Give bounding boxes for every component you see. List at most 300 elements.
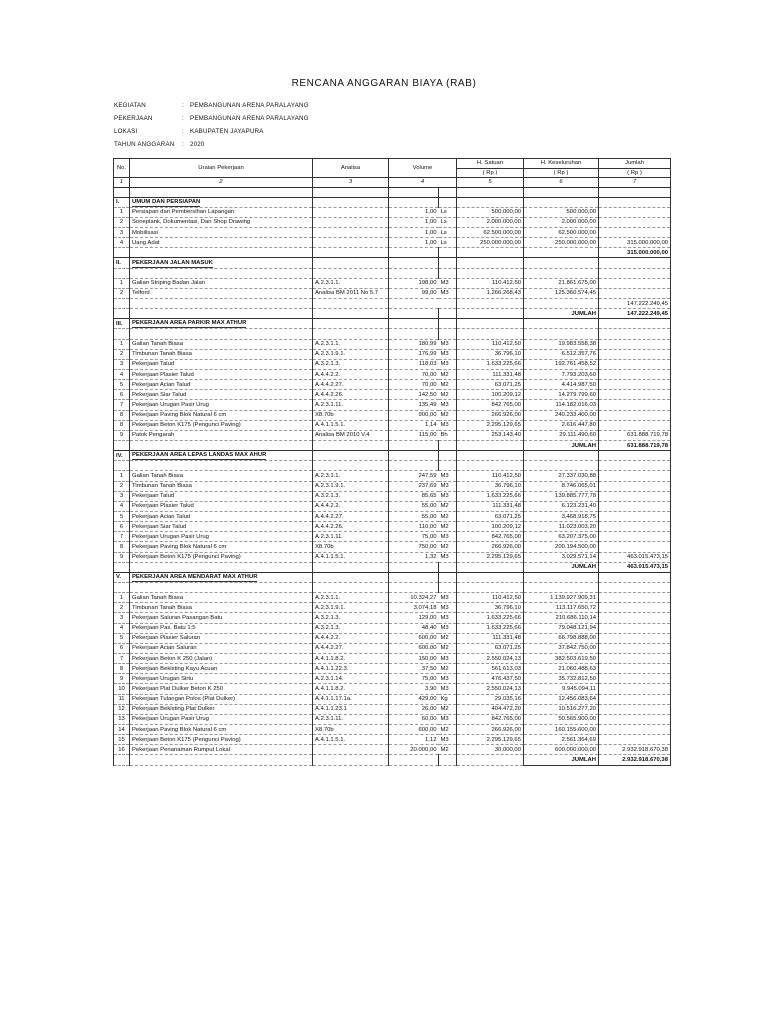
item-volume: 75,00 — [389, 674, 439, 684]
item-description: Pekerjaan Bekisting Plat Dulker — [130, 704, 313, 714]
item-jumlah — [599, 420, 671, 430]
empty-cell — [313, 329, 389, 339]
item-description: Timbunan Tanah Biasa — [130, 349, 313, 359]
empty-cell — [313, 441, 389, 451]
table-row — [114, 390, 671, 400]
table-row — [114, 704, 671, 714]
item-harga-keseluruhan: 37.842.750,00 — [524, 643, 599, 653]
item-unit: M3 — [439, 349, 457, 359]
item-number: 13 — [114, 714, 130, 724]
item-analisa: A.2.3.1.1. — [313, 278, 389, 288]
table-row — [114, 359, 671, 369]
subtotal-value: 631.888.719,78 — [599, 441, 671, 451]
item-volume: 237,69 — [389, 481, 439, 491]
item-analisa: A.4.1.1.8.2. — [313, 684, 389, 694]
item-jumlah: 631.888.719,78 — [599, 430, 671, 440]
empty-cell — [599, 268, 671, 278]
item-volume: 135,49 — [389, 400, 439, 410]
item-description: Pekerjaan Talud — [130, 491, 313, 501]
item-volume: 198,00 — [389, 278, 439, 288]
item-jumlah — [599, 339, 671, 349]
item-jumlah — [599, 400, 671, 410]
item-volume: 176,99 — [389, 349, 439, 359]
item-jumlah — [599, 603, 671, 613]
item-harga-satuan: 2.550.024,13 — [457, 684, 524, 694]
item-description: Pekerjaan Acian Talud — [130, 512, 313, 522]
empty-cell — [313, 755, 389, 765]
empty-cell — [130, 461, 313, 471]
item-number: 5 — [114, 380, 130, 390]
item-volume: 75,00 — [389, 532, 439, 542]
item-volume: 99,00 — [389, 288, 439, 298]
rab-table-body — [114, 187, 671, 765]
section-title — [130, 258, 313, 268]
item-harga-keseluruhan: 19.983.558,38 — [524, 339, 599, 349]
item-volume: 1,00 — [389, 217, 439, 227]
section-number: I. — [114, 197, 130, 207]
col-number: 4 — [389, 178, 457, 188]
section-title-text: UMUM DAN PERSIAPAN — [132, 198, 201, 205]
item-number: 8 — [114, 410, 130, 420]
item-harga-satuan: 2.295.129,65 — [457, 420, 524, 430]
item-jumlah — [599, 633, 671, 643]
document-title: RENCANA ANGGARAN BIAYA (RAB) — [291, 78, 477, 89]
item-analisa — [313, 238, 389, 248]
empty-cell — [599, 197, 671, 207]
item-description: Pekerjaan Saluran Pasangan Batu — [130, 613, 313, 623]
item-jumlah — [599, 623, 671, 633]
item-unit: M3 — [439, 491, 457, 501]
item-volume — [389, 299, 439, 309]
item-description: Timbunan Tanah Biasa — [130, 603, 313, 613]
section-header-row — [114, 319, 671, 329]
empty-cell — [457, 248, 524, 258]
item-unit: M2 — [439, 643, 457, 653]
section-title — [130, 451, 313, 461]
item-analisa: Analisa BM 2010 V.4 — [313, 430, 389, 440]
item-harga-satuan: 100.209,12 — [457, 522, 524, 532]
item-harga-satuan: 2.295.129,65 — [457, 552, 524, 562]
empty-cell — [457, 441, 524, 451]
item-analisa: A.4.4.2.26. — [313, 390, 389, 400]
item-description: Galian Tanah Biasa — [130, 593, 313, 603]
item-number: 8 — [114, 420, 130, 430]
item-analisa: A.4.1.1.8.2. — [313, 653, 389, 663]
empty-cell — [313, 582, 389, 592]
item-harga-satuan: 404.472,20 — [457, 704, 524, 714]
item-harga-satuan: 250.000.000,00 — [457, 238, 524, 248]
item-harga-keseluruhan: 27.337.030,88 — [524, 471, 599, 481]
table-row — [114, 349, 671, 359]
item-number: 3 — [114, 228, 130, 238]
item-volume: 37,50 — [389, 664, 439, 674]
empty-cell — [457, 258, 524, 268]
item-number: 4 — [114, 623, 130, 633]
item-harga-keseluruhan: 50.565.900,00 — [524, 714, 599, 724]
item-volume: 60,00 — [389, 714, 439, 724]
empty-cell — [313, 268, 389, 278]
item-harga-keseluruhan: 29.111.490,60 — [524, 430, 599, 440]
item-number: 3 — [114, 613, 130, 623]
item-harga-satuan: 253.143,40 — [457, 430, 524, 440]
empty-cell — [313, 187, 389, 197]
table-row — [114, 238, 671, 248]
item-unit: M3 — [439, 603, 457, 613]
empty-cell — [457, 268, 524, 278]
item-number: 4 — [114, 238, 130, 248]
item-harga-keseluruhan: 2.561.364,69 — [524, 735, 599, 745]
empty-cell — [457, 461, 524, 471]
item-harga-keseluruhan: 7.793.203,60 — [524, 370, 599, 380]
item-unit: M2 — [439, 724, 457, 734]
item-harga-keseluruhan: 63.207.375,00 — [524, 532, 599, 542]
empty-cell — [457, 582, 524, 592]
empty-cell — [599, 258, 671, 268]
empty-cell — [389, 248, 439, 258]
item-jumlah — [599, 217, 671, 227]
item-description: Pekerjaan Plat Dulker Beton K 250 — [130, 684, 313, 694]
section-number: IV. — [114, 451, 130, 461]
item-harga-keseluruhan: 11.023.003,20 — [524, 522, 599, 532]
item-jumlah — [599, 684, 671, 694]
table-row — [114, 714, 671, 724]
item-jumlah — [599, 359, 671, 369]
empty-cell — [524, 319, 599, 329]
empty-cell — [313, 258, 389, 268]
item-analisa: A.2.3.1.9.1. — [313, 603, 389, 613]
empty-cell — [457, 187, 524, 197]
item-description: Pekerjaan Talud — [130, 359, 313, 369]
item-number: 5 — [114, 512, 130, 522]
header-harga-satuan: H. Satuan — [457, 159, 524, 169]
item-jumlah: 147.222.249,45 — [599, 299, 671, 309]
item-volume: 150,00 — [389, 653, 439, 663]
empty-cell — [389, 329, 439, 339]
table-row — [114, 501, 671, 511]
section-number: II. — [114, 258, 130, 268]
item-analisa: A.4.1.1.22.3. — [313, 664, 389, 674]
item-harga-satuan — [457, 299, 524, 309]
item-volume: 70,00 — [389, 370, 439, 380]
item-description: Pekerjaan Paving Blok Natural 6 cm — [130, 410, 313, 420]
item-number: 14 — [114, 724, 130, 734]
item-harga-satuan: 266.926,00 — [457, 542, 524, 552]
item-number: 6 — [114, 643, 130, 653]
item-jumlah — [599, 390, 671, 400]
item-jumlah — [599, 410, 671, 420]
item-unit: M3 — [439, 714, 457, 724]
section-header-row — [114, 572, 671, 582]
item-unit: M3 — [439, 420, 457, 430]
item-harga-keseluruhan: 210.686.110,14 — [524, 613, 599, 623]
item-jumlah — [599, 228, 671, 238]
item-unit: Ls — [439, 217, 457, 227]
meta-lokasi: LOKASI : KABUPATEN JAYAPURA — [114, 128, 264, 135]
item-jumlah — [599, 653, 671, 663]
item-volume: 600,00 — [389, 643, 439, 653]
item-volume: 20.000,00 — [389, 745, 439, 755]
empty-cell — [457, 451, 524, 461]
item-harga-keseluruhan: 2.000.000,00 — [524, 217, 599, 227]
item-analisa: A.2.3.1.14. — [313, 674, 389, 684]
item-harga-keseluruhan: 21.060.488,63 — [524, 664, 599, 674]
item-volume: 247,59 — [389, 471, 439, 481]
item-volume: 1,32 — [389, 552, 439, 562]
item-description: Pekerjaan Plasier Talud — [130, 501, 313, 511]
empty-cell — [130, 268, 313, 278]
item-description: Pekerjaan Beton K175 (Pengunci Paving) — [130, 420, 313, 430]
item-harga-satuan: 111.331,48 — [457, 633, 524, 643]
item-analisa: A.4.1.1.5.1. — [313, 552, 389, 562]
table-row — [114, 623, 671, 633]
item-analisa: A.4.4.2.2. — [313, 633, 389, 643]
empty-cell — [114, 309, 130, 319]
item-unit: Ls — [439, 228, 457, 238]
item-description: Persiapan dan Pembersihan Lapangan — [130, 207, 313, 217]
item-volume: 600,00 — [389, 633, 439, 643]
item-harga-satuan: 1.633.225,66 — [457, 613, 524, 623]
item-volume: 70,00 — [389, 380, 439, 390]
item-harga-keseluruhan: 1.139.927.909,31 — [524, 593, 599, 603]
item-analisa — [313, 228, 389, 238]
item-number — [114, 299, 130, 309]
table-row — [114, 684, 671, 694]
item-number: 6 — [114, 390, 130, 400]
item-unit: M2 — [439, 370, 457, 380]
item-volume: 110,00 — [389, 522, 439, 532]
item-jumlah — [599, 288, 671, 298]
item-description: Pekerjaan Beton K175 (Pengunci Paving) — [130, 735, 313, 745]
item-harga-satuan: 842.765,00 — [457, 400, 524, 410]
table-row — [114, 694, 671, 704]
empty-cell — [130, 329, 313, 339]
item-unit: M2 — [439, 664, 457, 674]
item-unit: M3 — [439, 339, 457, 349]
empty-cell — [313, 562, 389, 572]
item-harga-satuan: 29.035,16 — [457, 694, 524, 704]
item-harga-keseluruhan: 382.503.619,50 — [524, 653, 599, 663]
item-description: Pekerjaan Urugan Pasir Urug — [130, 400, 313, 410]
item-harga-keseluruhan: 62.500.000,00 — [524, 228, 599, 238]
table-row — [114, 207, 671, 217]
item-harga-keseluruhan: 240.233.400,00 — [524, 410, 599, 420]
empty-cell — [439, 441, 457, 451]
table-row — [114, 491, 671, 501]
item-description: Galian Striping Badan Jalan — [130, 278, 313, 288]
subtotal-value: 463.015.473,15 — [599, 562, 671, 572]
empty-cell — [599, 451, 671, 461]
item-jumlah — [599, 471, 671, 481]
item-harga-satuan: 110.412,50 — [457, 339, 524, 349]
table-row — [114, 593, 671, 603]
empty-cell — [114, 562, 130, 572]
item-jumlah — [599, 522, 671, 532]
item-harga-satuan: 63.071,25 — [457, 643, 524, 653]
item-number: 9 — [114, 674, 130, 684]
empty-cell — [114, 755, 130, 765]
empty-cell — [524, 582, 599, 592]
item-volume: 1,14 — [389, 420, 439, 430]
item-analisa: A.2.3.1.9.1. — [313, 481, 389, 491]
item-number: 2 — [114, 217, 130, 227]
item-number: 7 — [114, 400, 130, 410]
item-jumlah — [599, 491, 671, 501]
item-harga-satuan: 561.613,03 — [457, 664, 524, 674]
section-title — [130, 319, 313, 329]
empty-cell — [389, 268, 439, 278]
table-row — [114, 430, 671, 440]
item-description: Pekerjaan Paving Blok Natural 6 cm — [130, 724, 313, 734]
item-harga-satuan: 36.796,10 — [457, 603, 524, 613]
item-analisa: A.2.3.1.1. — [313, 339, 389, 349]
empty-cell — [114, 248, 130, 258]
item-description: Pekerjaan Penanaman Rumput Lokal — [130, 745, 313, 755]
table-row — [114, 339, 671, 349]
item-harga-satuan: 63.071,25 — [457, 380, 524, 390]
item-number: 2 — [114, 481, 130, 491]
item-analisa: A.3.2.1.3. — [313, 613, 389, 623]
item-analisa: A.2.3.1.11. — [313, 714, 389, 724]
item-number: 7 — [114, 532, 130, 542]
item-description: Soneplank, Dokumentasi, Dan Shop Drawing — [130, 217, 313, 227]
empty-cell — [439, 309, 457, 319]
item-jumlah — [599, 349, 671, 359]
empty-cell — [439, 461, 457, 471]
item-jumlah — [599, 370, 671, 380]
item-harga-satuan: 842.765,00 — [457, 714, 524, 724]
item-description: Pekerjaan Acian Talud — [130, 380, 313, 390]
item-number: 2 — [114, 288, 130, 298]
empty-cell — [439, 258, 457, 268]
item-harga-satuan: 62.500.000,00 — [457, 228, 524, 238]
item-number: 1 — [114, 207, 130, 217]
table-row — [114, 542, 671, 552]
item-analisa: X8.70b — [313, 724, 389, 734]
item-volume: 26,00 — [389, 704, 439, 714]
item-jumlah: 315.000.000,00 — [599, 238, 671, 248]
item-jumlah — [599, 664, 671, 674]
empty-cell — [130, 582, 313, 592]
item-harga-keseluruhan: 79.048.121,94 — [524, 623, 599, 633]
item-description: Patok Pengarah — [130, 430, 313, 440]
item-description: Pekerjaan Siar Talud — [130, 522, 313, 532]
empty-cell — [439, 187, 457, 197]
item-description: Pekerjaan Urugan Sirtu — [130, 674, 313, 684]
item-analisa: A.4.1.1.23.1 — [313, 704, 389, 714]
subtotal-label: JUMLAH — [524, 309, 599, 319]
item-harga-satuan: 111.331,48 — [457, 370, 524, 380]
item-description: Uang Adat — [130, 238, 313, 248]
empty-cell — [439, 329, 457, 339]
item-unit: M3 — [439, 359, 457, 369]
item-jumlah: 2.932.918.670,38 — [599, 745, 671, 755]
item-description: Pekerjaan Plasier Talud — [130, 370, 313, 380]
item-number: 8 — [114, 664, 130, 674]
item-unit: M3 — [439, 674, 457, 684]
item-analisa: A.2.3.1.1. — [313, 593, 389, 603]
item-harga-keseluruhan: 3.029.571,14 — [524, 552, 599, 562]
item-number: 1 — [114, 278, 130, 288]
item-analisa: A.4.4.2.27. — [313, 380, 389, 390]
item-volume: 10.324,27 — [389, 593, 439, 603]
section-number: V. — [114, 572, 130, 582]
item-unit: M2 — [439, 704, 457, 714]
item-harga-keseluruhan: 113.117.650,72 — [524, 603, 599, 613]
item-jumlah — [599, 532, 671, 542]
subtotal-value: 315.000.000,00 — [599, 248, 671, 258]
item-analisa: A.4.4.2.2. — [313, 370, 389, 380]
item-description: Pekerjaan Beton K 250 (Jalan) — [130, 653, 313, 663]
section-title-text: PEKERJAAN AREA PARKIR MAX ATHUR — [132, 320, 247, 327]
item-jumlah — [599, 714, 671, 724]
item-analisa: A.2.3.1.11. — [313, 532, 389, 542]
item-jumlah — [599, 278, 671, 288]
empty-cell — [114, 461, 130, 471]
item-description: Pekerjaan Paving Blok Natural 6 cm — [130, 542, 313, 552]
item-harga-satuan: 111.331,48 — [457, 501, 524, 511]
item-unit: M2 — [439, 633, 457, 643]
item-unit: M3 — [439, 278, 457, 288]
item-harga-satuan: 1.633.225,66 — [457, 623, 524, 633]
table-row — [114, 299, 671, 309]
table-row — [114, 724, 671, 734]
table-row — [114, 228, 671, 238]
table-row — [114, 481, 671, 491]
item-number: 5 — [114, 633, 130, 643]
header-analisa: Analisa — [313, 159, 389, 178]
item-harga-satuan: 2.000.000,00 — [457, 217, 524, 227]
empty-cell — [457, 309, 524, 319]
item-analisa: A.2.3.1.9.1. — [313, 349, 389, 359]
empty-cell — [524, 572, 599, 582]
empty-cell — [457, 329, 524, 339]
item-harga-satuan: 1.633.225,66 — [457, 491, 524, 501]
item-unit: M3 — [439, 288, 457, 298]
item-volume: 429,00 — [389, 694, 439, 704]
item-description: Telford — [130, 288, 313, 298]
item-number: 15 — [114, 735, 130, 745]
empty-cell — [114, 441, 130, 451]
item-analisa: A.4.4.2.26. — [313, 522, 389, 532]
empty-cell — [524, 258, 599, 268]
item-unit: Bh — [439, 430, 457, 440]
empty-cell — [439, 197, 457, 207]
item-harga-keseluruhan: 35.732.812,50 — [524, 674, 599, 684]
section-title-text: PEKERJAAN JALAN MASUK — [132, 259, 213, 266]
item-jumlah — [599, 704, 671, 714]
table-row — [114, 410, 671, 420]
item-analisa — [313, 217, 389, 227]
empty-cell — [599, 461, 671, 471]
item-analisa: A.2.3.1.11. — [313, 400, 389, 410]
item-unit: M3 — [439, 684, 457, 694]
item-harga-satuan: 500.000,00 — [457, 207, 524, 217]
empty-cell — [439, 268, 457, 278]
item-jumlah — [599, 735, 671, 745]
item-analisa: X8.70b — [313, 410, 389, 420]
empty-cell — [439, 451, 457, 461]
empty-cell — [457, 562, 524, 572]
item-harga-keseluruhan: 10.516.277,20 — [524, 704, 599, 714]
empty-cell — [439, 755, 457, 765]
item-analisa: A.2.3.1.1. — [313, 471, 389, 481]
item-jumlah — [599, 674, 671, 684]
item-number: 1 — [114, 339, 130, 349]
table-row — [114, 420, 671, 430]
item-description: Pekerjaan Urugan Pasir Urug — [130, 714, 313, 724]
empty-cell — [599, 329, 671, 339]
item-unit: M2 — [439, 745, 457, 755]
